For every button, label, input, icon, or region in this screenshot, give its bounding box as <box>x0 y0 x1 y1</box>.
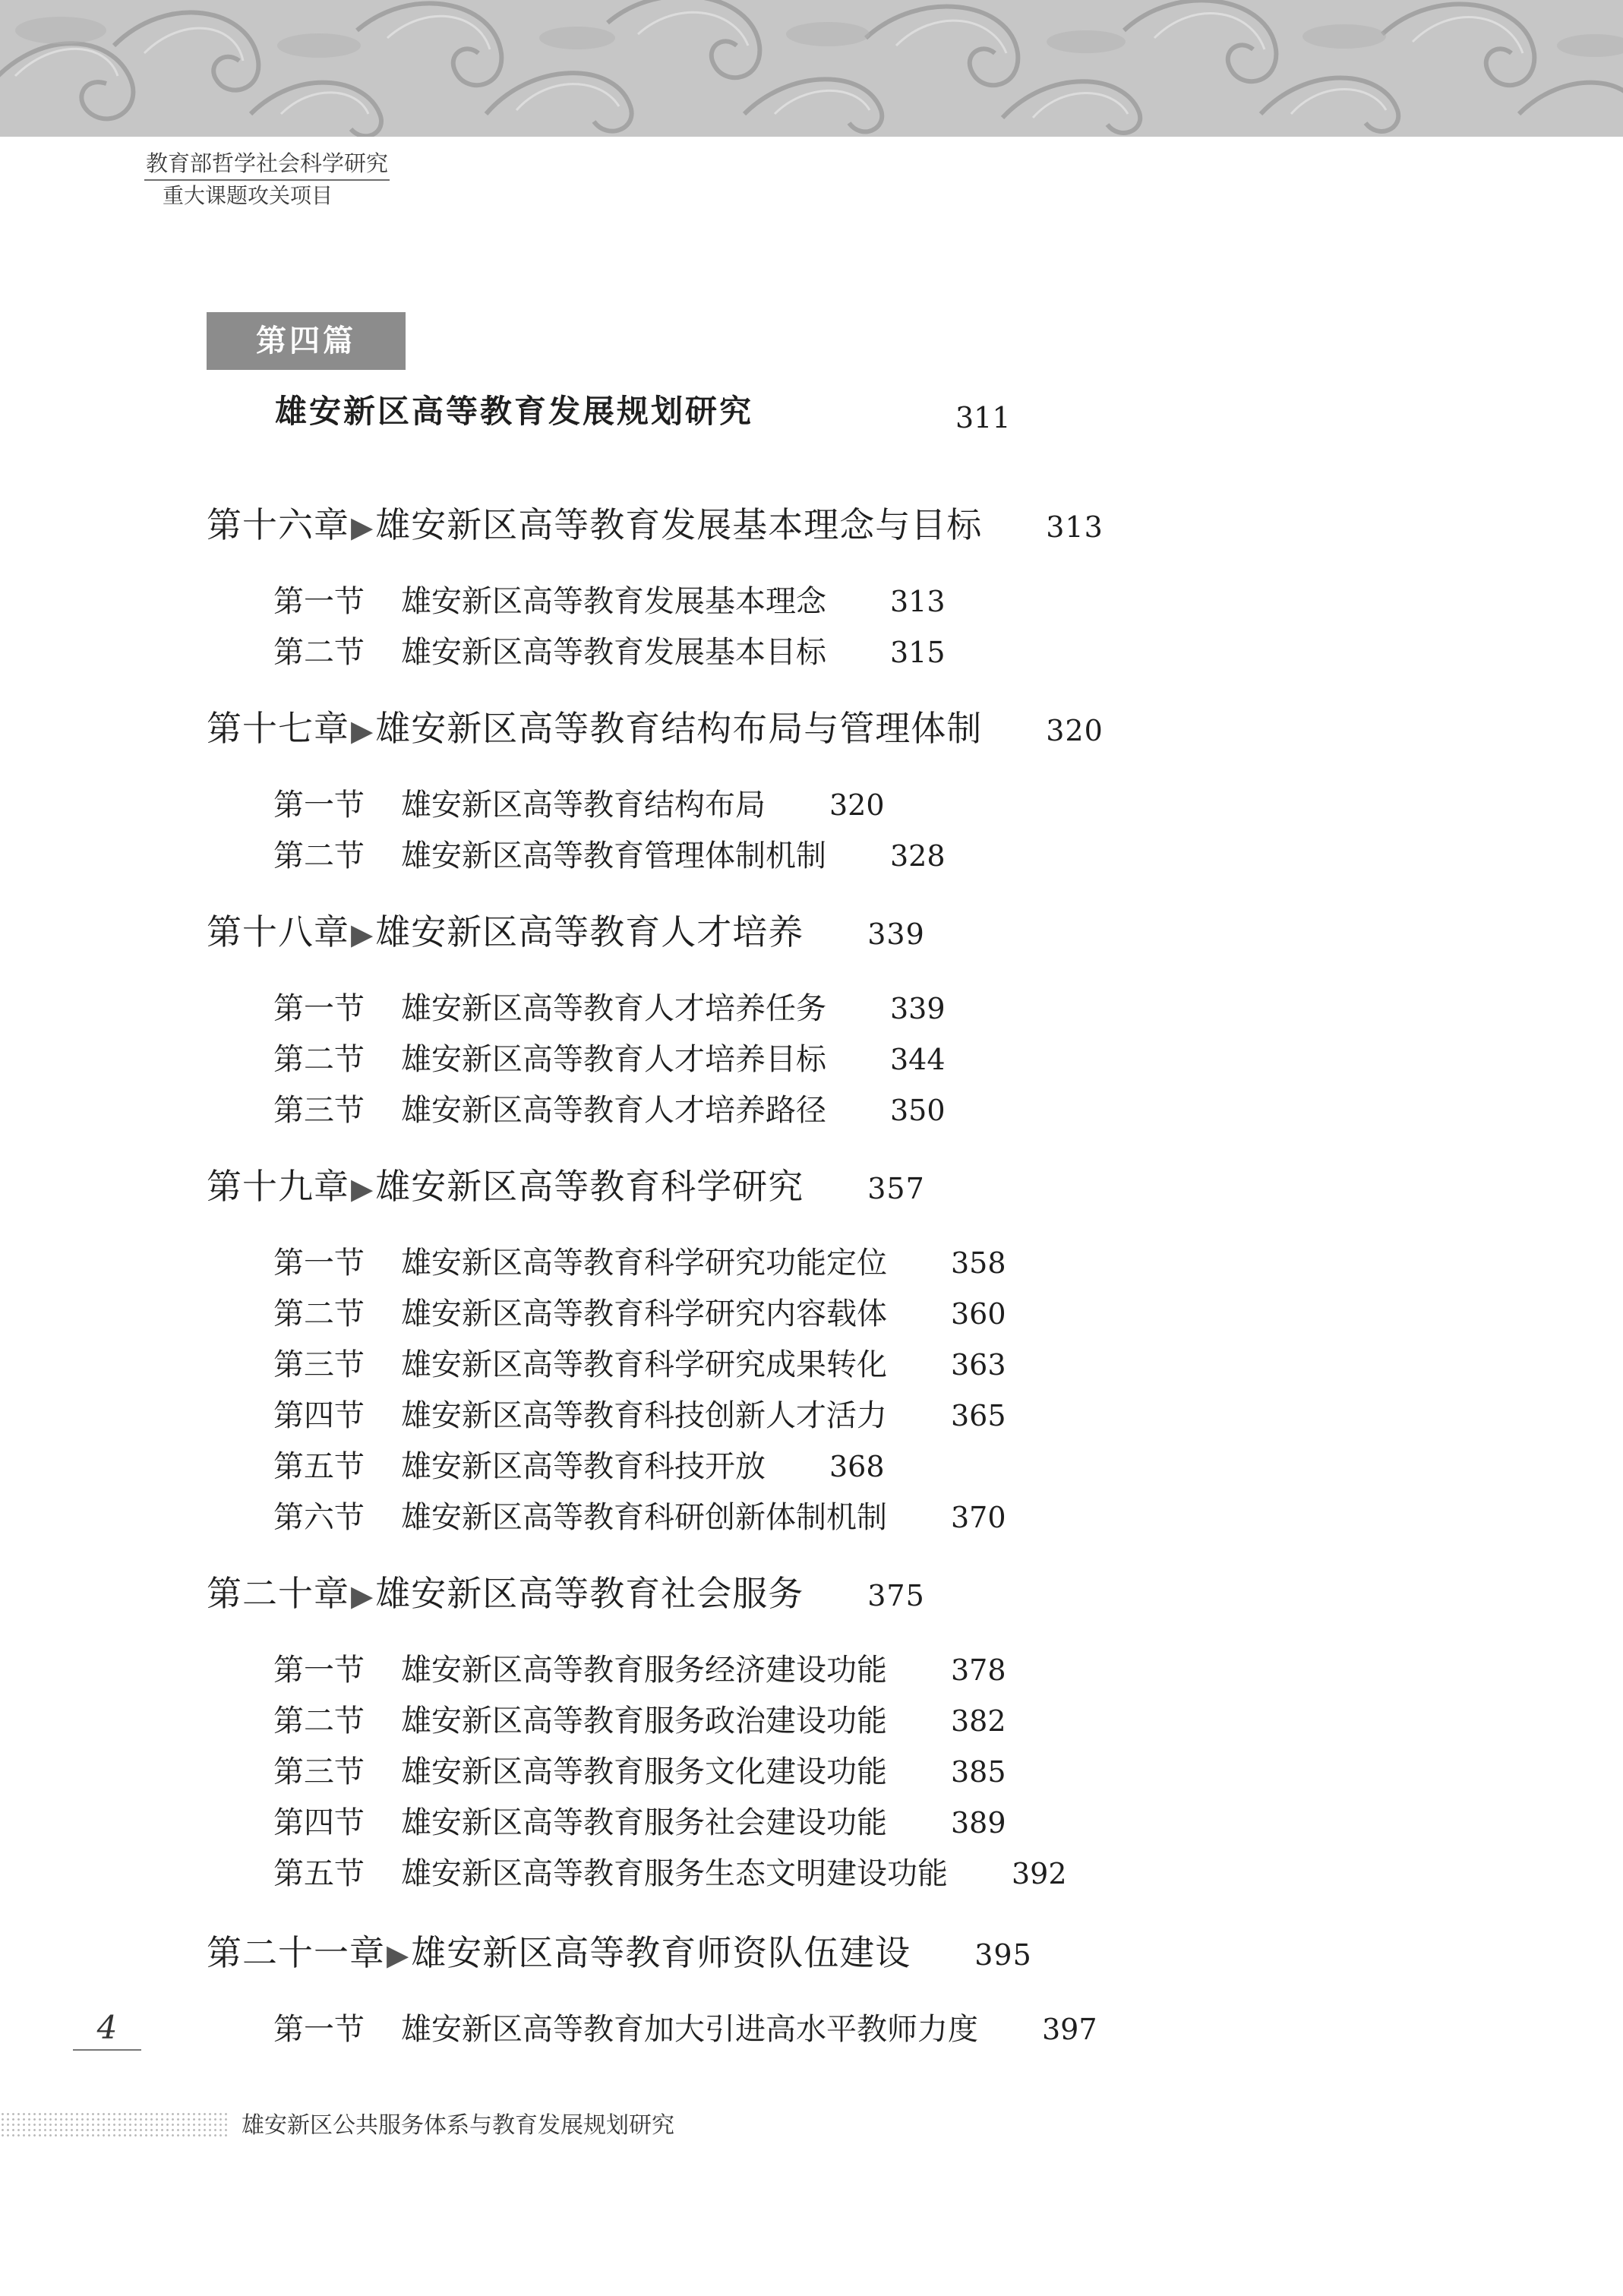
section-title: 雄安新区高等教育人才培养任务 <box>401 991 826 1026</box>
section-page-number: 339 <box>890 992 946 1025</box>
toc-chapter-21[interactable] <box>207 1930 1032 1978</box>
chapter-label: 第十六章 <box>207 504 349 545</box>
part-title[interactable]: 雄安新区高等教育发展规划研究 <box>275 393 754 430</box>
chapter-label: 第十九章 <box>207 1166 349 1207</box>
section-number: 第五节 <box>273 1449 365 1484</box>
section-title: 雄安新区高等教育科研创新体制机制 <box>401 1500 887 1535</box>
chapter-title: 雄安新区高等教育师资队伍建设 <box>411 1932 911 1973</box>
section-page-number: 365 <box>951 1399 1006 1432</box>
triangle-arrow-icon: ▶ <box>351 917 374 951</box>
section-number: 第二节 <box>273 1704 365 1739</box>
toc-chapter-20[interactable] <box>207 1571 925 1619</box>
toc-section[interactable] <box>273 1650 1006 1690</box>
section-title: 雄安新区高等教育科学研究成果转化 <box>401 1347 887 1382</box>
chapter-page-number: 357 <box>867 1172 925 1205</box>
triangle-arrow-icon: ▶ <box>351 1172 374 1205</box>
section-number: 第四节 <box>273 1805 365 1840</box>
section-title: 雄安新区高等教育服务政治建设功能 <box>401 1704 887 1739</box>
section-number: 第二节 <box>273 1296 365 1331</box>
section-page-number: 315 <box>890 636 946 669</box>
section-page-number: 378 <box>951 1653 1006 1687</box>
section-title: 雄安新区高等教育人才培养路径 <box>401 1093 826 1128</box>
chapter-page-number: 320 <box>1046 714 1104 747</box>
section-number: 第二节 <box>273 1042 365 1077</box>
section-title: 雄安新区高等教育发展基本理念 <box>401 584 826 619</box>
section-number: 第二节 <box>273 838 365 873</box>
section-title: 雄安新区高等教育加大引进高水平教师力度 <box>401 2012 978 2047</box>
chapter-title: 雄安新区高等教育结构布局与管理体制 <box>375 708 983 749</box>
part-page-number: 311 <box>955 401 1011 434</box>
section-page-number: 360 <box>951 1297 1006 1331</box>
section-page-number: 397 <box>1042 2013 1097 2046</box>
section-title: 雄安新区高等教育管理体制机制 <box>401 838 826 873</box>
chapter-title: 雄安新区高等教育人才培养 <box>375 911 804 952</box>
chapter-title: 雄安新区高等教育社会服务 <box>375 1573 804 1614</box>
chapter-title: 雄安新区高等教育发展基本理念与目标 <box>375 504 983 545</box>
section-title: 雄安新区高等教育服务文化建设功能 <box>401 1754 887 1789</box>
toc-section[interactable] <box>273 1752 1006 1792</box>
toc-section[interactable] <box>273 582 946 621</box>
section-number: 第四节 <box>273 1398 365 1433</box>
chapter-page-number: 375 <box>867 1579 925 1612</box>
section-title: 雄安新区高等教育科技创新人才活力 <box>401 1398 887 1433</box>
section-number: 第一节 <box>273 1653 365 1688</box>
section-page-number: 370 <box>951 1501 1006 1534</box>
toc-section[interactable] <box>273 2010 1097 2049</box>
chapter-label: 第二十一章 <box>207 1932 385 1973</box>
triangle-arrow-icon: ▶ <box>351 510 374 544</box>
triangle-arrow-icon: ▶ <box>387 1938 410 1972</box>
chapter-page-number: 339 <box>867 917 925 951</box>
toc-section[interactable] <box>273 633 946 672</box>
section-page-number: 328 <box>890 839 946 873</box>
section-page-number: 382 <box>951 1704 1006 1738</box>
toc-section[interactable] <box>273 1803 1006 1843</box>
section-page-number: 350 <box>890 1094 946 1127</box>
section-title: 雄安新区高等教育科学研究内容载体 <box>401 1296 887 1331</box>
section-number: 第三节 <box>273 1347 365 1382</box>
chapter-label: 第十七章 <box>207 708 349 749</box>
section-title: 雄安新区高等教育结构布局 <box>401 788 766 823</box>
book-title-footer: 雄安新区公共服务体系与教育发展规划研究 <box>242 2112 674 2139</box>
section-number: 第一节 <box>273 2012 365 2047</box>
toc-section[interactable] <box>273 836 946 876</box>
toc-section[interactable] <box>273 1091 946 1130</box>
part-label-badge: 第四篇 <box>207 312 406 370</box>
page-number-rule <box>73 2049 141 2051</box>
section-number: 第一节 <box>273 584 365 619</box>
toc-section[interactable] <box>273 1854 1067 1893</box>
triangle-arrow-icon: ▶ <box>351 714 374 747</box>
toc-section[interactable] <box>273 1294 1006 1334</box>
section-page-number: 320 <box>829 788 885 822</box>
chapter-page-number: 395 <box>974 1938 1032 1972</box>
section-number: 第五节 <box>273 1856 365 1891</box>
series-title-line2: 重大课题攻关项目 <box>163 183 333 208</box>
section-number: 第二节 <box>273 635 365 670</box>
toc-chapter-17[interactable] <box>207 706 1104 753</box>
section-title: 雄安新区高等教育服务社会建设功能 <box>401 1805 887 1840</box>
section-page-number: 392 <box>1012 1857 1067 1890</box>
toc-chapter-18[interactable] <box>207 909 925 957</box>
decorative-dot-pattern <box>0 2111 228 2139</box>
section-number: 第一节 <box>273 1246 365 1281</box>
toc-section[interactable] <box>273 1396 1006 1435</box>
toc-chapter-19[interactable] <box>207 1164 925 1211</box>
chapter-page-number: 313 <box>1046 510 1104 544</box>
chapter-label: 第十八章 <box>207 911 349 952</box>
toc-chapter-16[interactable] <box>207 502 1104 550</box>
toc-section[interactable] <box>273 1243 1006 1283</box>
section-title: 雄安新区高等教育服务经济建设功能 <box>401 1653 887 1688</box>
section-title: 雄安新区高等教育科学研究功能定位 <box>401 1246 887 1281</box>
section-title: 雄安新区高等教育人才培养目标 <box>401 1042 826 1077</box>
section-number: 第三节 <box>273 1754 365 1789</box>
section-page-number: 313 <box>890 585 946 618</box>
toc-section[interactable] <box>273 1447 885 1486</box>
section-number: 第三节 <box>273 1093 365 1128</box>
toc-section[interactable] <box>273 1040 946 1079</box>
toc-section[interactable] <box>273 785 885 825</box>
section-page-number: 389 <box>951 1806 1006 1840</box>
section-page-number: 358 <box>951 1246 1006 1280</box>
section-title: 雄安新区高等教育服务生态文明建设功能 <box>401 1856 948 1891</box>
toc-section[interactable] <box>273 1701 1006 1741</box>
section-title: 雄安新区高等教育科技开放 <box>401 1449 766 1484</box>
triangle-arrow-icon: ▶ <box>351 1579 374 1612</box>
chapter-title: 雄安新区高等教育科学研究 <box>375 1166 804 1207</box>
chapter-label: 第二十章 <box>207 1573 349 1614</box>
section-number: 第一节 <box>273 788 365 823</box>
section-page-number: 344 <box>890 1043 946 1076</box>
toc-section[interactable] <box>273 989 946 1028</box>
toc-section[interactable] <box>273 1498 1006 1537</box>
section-title: 雄安新区高等教育发展基本目标 <box>401 635 826 670</box>
section-page-number: 368 <box>829 1450 885 1483</box>
page-number: 4 <box>96 2009 118 2046</box>
toc-section[interactable] <box>273 1345 1006 1385</box>
section-number: 第一节 <box>273 991 365 1026</box>
section-number: 第六节 <box>273 1500 365 1535</box>
section-page-number: 385 <box>951 1755 1006 1789</box>
section-page-number: 363 <box>951 1348 1006 1382</box>
series-title-line1: 教育部哲学社会科学研究 <box>144 149 390 181</box>
